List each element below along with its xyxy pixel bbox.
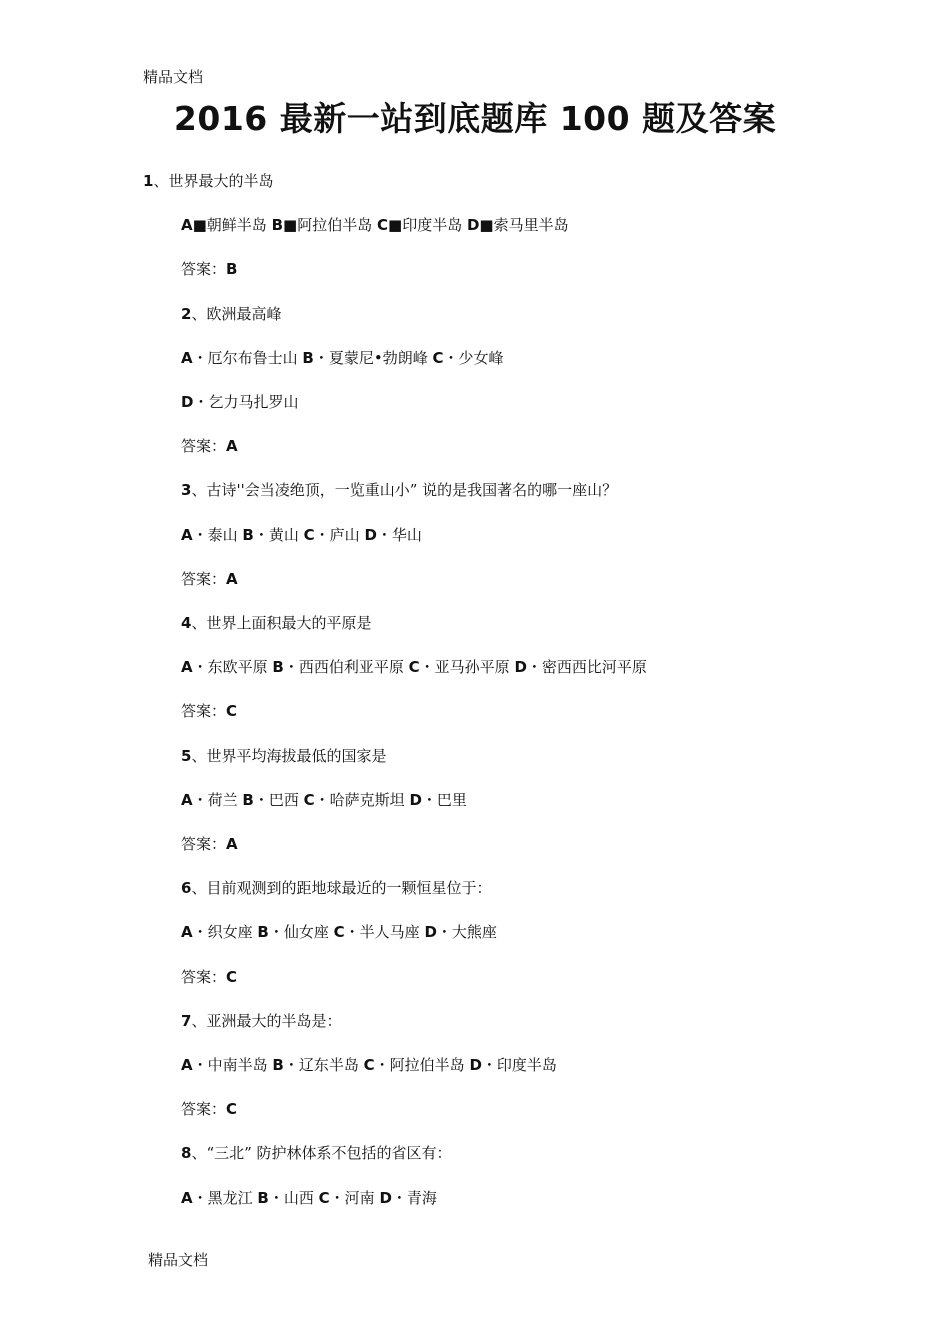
- option-letter: D: [466, 216, 480, 234]
- option-separator: ■: [283, 216, 298, 234]
- option-letter: C: [333, 923, 345, 941]
- option-letter: D: [379, 1189, 392, 1207]
- question-line: [143, 170, 273, 192]
- option-text: 辽东半岛: [298, 1056, 364, 1074]
- answer-value: B: [226, 260, 238, 278]
- options-line: [181, 347, 504, 369]
- option-separator: ・: [443, 349, 459, 367]
- option-text: 荷兰: [207, 791, 243, 809]
- option-letter: C: [363, 1056, 375, 1074]
- option-text: 山西: [283, 1189, 319, 1207]
- answer-label: 答案：: [181, 968, 227, 986]
- option-separator: ・: [192, 658, 208, 676]
- option-text: 索马里半岛: [493, 216, 569, 234]
- answer-label: 答案：: [181, 835, 227, 853]
- option-separator: ・: [313, 349, 329, 367]
- answer-value: A: [226, 570, 238, 588]
- question-number: 2: [181, 305, 192, 323]
- option-letter: B: [257, 1189, 269, 1207]
- option-text: 阿拉伯半岛: [297, 216, 377, 234]
- question-text: 亚洲最大的半岛是：: [206, 1012, 342, 1030]
- answer-line: [181, 966, 237, 988]
- answer-line: [181, 258, 237, 280]
- option-text: 黑龙江: [207, 1189, 258, 1207]
- option-separator: ■: [388, 216, 403, 234]
- option-letter: A: [181, 791, 193, 809]
- answer-label: 答案：: [181, 702, 227, 720]
- answer-line: [181, 1098, 237, 1120]
- option-separator: ■: [192, 216, 207, 234]
- options-line: [181, 921, 497, 943]
- question-number: 8: [181, 1144, 192, 1162]
- question-line: [181, 1010, 341, 1032]
- answer-line: [181, 568, 238, 590]
- option-letter: B: [272, 1056, 284, 1074]
- option-separator: ・: [391, 1189, 407, 1207]
- option-text: 中南半岛: [207, 1056, 273, 1074]
- options-line: [181, 656, 647, 678]
- option-letter: C: [303, 791, 315, 809]
- question-text: 欧洲最高峰: [206, 305, 282, 323]
- option-separator: ■: [479, 216, 494, 234]
- option-separator: ・: [192, 1056, 208, 1074]
- option-text: 华山: [391, 526, 422, 544]
- option-letter: A: [181, 1056, 193, 1074]
- question-number: 6: [181, 879, 192, 897]
- option-separator: ・: [268, 1189, 284, 1207]
- question-separator: 、: [191, 305, 207, 323]
- option-text: 少女峰: [458, 349, 504, 367]
- question-separator: 、: [191, 1012, 207, 1030]
- option-separator: ・: [253, 791, 269, 809]
- question-number: 4: [181, 614, 192, 632]
- option-separator: ・: [268, 923, 284, 941]
- question-separator: 、: [153, 172, 169, 190]
- option-text: 印度半岛: [402, 216, 467, 234]
- option-letter: B: [257, 923, 269, 941]
- question-text: 古诗''会当凌绝顶，一览重山小” 说的是我国著名的哪一座山？: [206, 481, 618, 499]
- option-text: 朝鲜半岛: [206, 216, 272, 234]
- answer-label: 答案：: [181, 570, 227, 588]
- option-letter: D: [514, 658, 527, 676]
- question-text: 世界上面积最大的平原是: [206, 614, 372, 632]
- option-text: 亚马孙平原: [434, 658, 515, 676]
- option-separator: ・: [436, 923, 452, 941]
- option-separator: ・: [419, 658, 435, 676]
- option-letter: C: [303, 526, 315, 544]
- document-title: 2016 最新一站到底题库 100 题及答案: [173, 99, 777, 138]
- option-letter: C: [408, 658, 420, 676]
- option-separator: ・: [526, 658, 542, 676]
- option-separator: ・: [314, 526, 330, 544]
- question-text: “三北” 防护林体系不包括的省区有：: [206, 1144, 452, 1162]
- answer-label: 答案：: [181, 260, 227, 278]
- question-line: [181, 479, 617, 501]
- question-line: [181, 303, 281, 325]
- option-letter: D: [409, 791, 422, 809]
- option-text: 泰山: [207, 526, 243, 544]
- answer-value: C: [226, 702, 238, 720]
- option-letter: C: [318, 1189, 330, 1207]
- option-text: 夏蒙尼•勃朗峰: [328, 349, 433, 367]
- answer-line: [181, 700, 237, 722]
- answer-line: [181, 833, 238, 855]
- option-letter: C: [376, 216, 388, 234]
- option-separator: ・: [253, 526, 269, 544]
- option-text: 厄尔布鲁士山: [207, 349, 303, 367]
- option-letter: D: [181, 393, 194, 411]
- question-line: [181, 1142, 452, 1164]
- option-separator: ・: [376, 526, 392, 544]
- page-footer-mark: 精品文档: [148, 1251, 209, 1269]
- option-separator: ・: [192, 349, 208, 367]
- option-separator: ・: [481, 1056, 497, 1074]
- answer-value: A: [226, 835, 238, 853]
- question-separator: 、: [191, 747, 207, 765]
- option-separator: ・: [283, 658, 299, 676]
- question-text: 世界最大的半岛: [168, 172, 274, 190]
- option-separator: ・: [192, 791, 208, 809]
- option-text: 密西西比河平原: [541, 658, 647, 676]
- answer-value: A: [226, 437, 238, 455]
- option-text: 巴西: [268, 791, 304, 809]
- option-text: 仙女座: [283, 923, 334, 941]
- answer-label: 答案：: [181, 1100, 227, 1118]
- options-line: [181, 1187, 437, 1209]
- option-letter: B: [271, 216, 284, 234]
- option-text: 黄山: [268, 526, 304, 544]
- options-line: [181, 214, 569, 236]
- option-text: 庐山: [329, 526, 365, 544]
- option-text: 大熊座: [451, 923, 497, 941]
- option-letter: B: [242, 526, 254, 544]
- option-separator: ・: [421, 791, 437, 809]
- question-number: 5: [181, 747, 192, 765]
- option-text: 河南: [344, 1189, 380, 1207]
- option-letter: B: [272, 658, 284, 676]
- question-separator: 、: [191, 1144, 207, 1162]
- answer-line: [181, 435, 238, 457]
- question-separator: 、: [191, 614, 207, 632]
- question-text: 世界平均海拔最低的国家是: [206, 747, 387, 765]
- question-separator: 、: [191, 481, 207, 499]
- option-letter: A: [181, 526, 193, 544]
- option-separator: ・: [314, 791, 330, 809]
- option-text: 阿拉伯半岛: [389, 1056, 470, 1074]
- option-text: 巴里: [436, 791, 467, 809]
- question-number: 3: [181, 481, 192, 499]
- question-line: [181, 745, 386, 767]
- option-separator: ・: [192, 923, 208, 941]
- option-letter: D: [364, 526, 377, 544]
- option-separator: ・: [192, 526, 208, 544]
- options-line: [181, 524, 422, 546]
- option-text: 织女座: [207, 923, 258, 941]
- option-letter: A: [181, 216, 193, 234]
- option-letter: D: [424, 923, 437, 941]
- option-text: 印度半岛: [496, 1056, 557, 1074]
- option-text: 乞力马扎罗山: [208, 393, 299, 411]
- option-letter: D: [469, 1056, 482, 1074]
- option-letter: A: [181, 349, 193, 367]
- option-letter: C: [432, 349, 444, 367]
- answer-value: C: [226, 968, 238, 986]
- question-separator: 、: [191, 879, 207, 897]
- answer-label: 答案：: [181, 437, 227, 455]
- option-text: 东欧平原: [207, 658, 273, 676]
- option-separator: ・: [344, 923, 360, 941]
- option-separator: ・: [192, 1189, 208, 1207]
- option-text: 西西伯利亚平原: [298, 658, 409, 676]
- options-line: [181, 391, 298, 413]
- option-separator: ・: [283, 1056, 299, 1074]
- question-line: [181, 612, 371, 634]
- option-letter: B: [302, 349, 314, 367]
- option-separator: ・: [374, 1056, 390, 1074]
- option-separator: ・: [193, 393, 209, 411]
- question-number: 1: [143, 172, 154, 190]
- option-letter: A: [181, 923, 193, 941]
- option-letter: B: [242, 791, 254, 809]
- option-letter: A: [181, 658, 193, 676]
- option-text: 青海: [406, 1189, 437, 1207]
- option-separator: ・: [329, 1189, 345, 1207]
- option-text: 哈萨克斯坦: [329, 791, 410, 809]
- option-text: 半人马座: [359, 923, 425, 941]
- question-number: 7: [181, 1012, 192, 1030]
- question-text: 目前观测到的距地球最近的一颗恒星位于：: [206, 879, 492, 897]
- page-header-mark: 精品文档: [143, 68, 204, 86]
- options-line: [181, 1054, 557, 1076]
- option-letter: A: [181, 1189, 193, 1207]
- answer-value: C: [226, 1100, 238, 1118]
- question-line: [181, 877, 491, 899]
- options-line: [181, 789, 467, 811]
